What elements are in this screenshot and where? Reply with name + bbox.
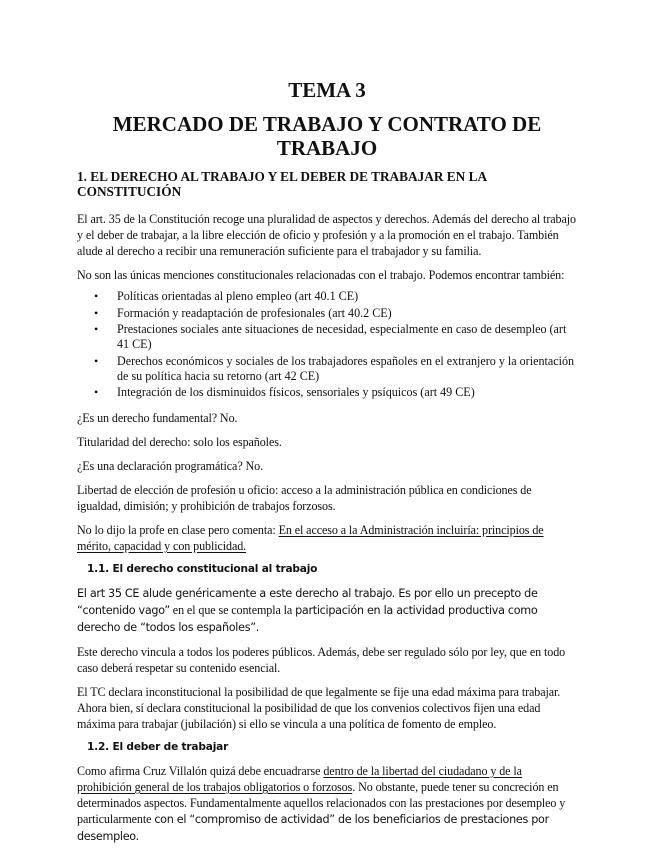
section-1-paragraph-2: No son las únicas menciones constitucionales relacionadas con el trabajo. Podemos encontrar también: bbox=[77, 268, 565, 282]
bullet-icon: • bbox=[94, 353, 99, 368]
emphasis-text: El art 35 CE alude genéricamente a este derecho al trabajo. Es por ello un precepto de “contenido vago” bbox=[77, 587, 538, 617]
list-item-text: Integración de los disminuidos físicos, sensoriales y psíquicos (art 49 CE) bbox=[117, 385, 475, 399]
plain-text: Como afirma Cruz Villalón quizá debe encuadrarse bbox=[77, 764, 324, 778]
section-1-paragraph-4 bbox=[77, 522, 577, 554]
plain-text: en el que se contempla la bbox=[169, 603, 296, 617]
list-item bbox=[94, 353, 577, 384]
list-item-text: Prestaciones sociales ante situaciones de necesidad, especialmente en caso de desempleo (art 41 CE) bbox=[117, 322, 567, 351]
section-1-paragraph-1: El art. 35 de la Constitución recoge una pluralidad de aspectos y derechos. Además del derecho al trabajo y el deber de trabajar, a la libre elección de oficio y profesión y a la promoción en el trabajo. También alude al derecho a recibir una remuneración suficiente para el trabajador y su familia. bbox=[77, 212, 576, 258]
plain-text: . No obstante, puede tener su concreción en determinados aspectos. Fundamentalmente aquellos relacionados con las prestaciones por desempleo y particularmente bbox=[77, 780, 566, 826]
question-programmatic: ¿Es una declaración programática? No. bbox=[77, 459, 264, 473]
section-1-1-paragraph-2: Este derecho vincula a todos los poderes públicos. Además, debe ser regulado sólo por ley, que en todo caso deberá respetar su contenido esencial. bbox=[77, 645, 566, 675]
document-title: TEMA 3 bbox=[288, 78, 366, 102]
comment-text: No lo dijo la profe en clase pero comenta: bbox=[77, 523, 279, 537]
bullet-icon: • bbox=[94, 289, 99, 303]
section-1-2-paragraph-1 bbox=[77, 763, 577, 845]
underlined-text: dentro de la libertad del ciudadano y de la prohibición general de los trabajos obligatorios o forzosos bbox=[77, 764, 522, 794]
list-item-text: Derechos económicos y sociales de los trabajadores españoles en el extranjero y la orientación de su política hacia su retorno (art 42 CE) bbox=[117, 353, 575, 383]
document-subtitle: MERCADO DE TRABAJO Y CONTRATO DE TRABAJO bbox=[112, 112, 542, 160]
list-item-text: Formación y readaptación de profesionales (art 40.2 CE) bbox=[117, 305, 392, 320]
list-item bbox=[94, 305, 577, 321]
list-item bbox=[94, 385, 577, 400]
bullet-icon: • bbox=[94, 322, 99, 336]
section-1-paragraph-3: Libertad de elección de profesión u oficio: acceso a la administración pública en condiciones de igualdad, dimisión; y prohibición de trabajos forzosos. bbox=[77, 483, 532, 513]
section-1-1-heading: 1.1. El derecho constitucional al trabajo bbox=[87, 563, 318, 575]
section-1-2-heading: 1.2. El deber de trabajar bbox=[87, 741, 229, 753]
emphasis-text: con el “compromiso de actividad” de los beneficiarios de prestaciones por desempleo. bbox=[77, 813, 549, 843]
section-1-1-paragraph-1 bbox=[77, 585, 577, 636]
question-fundamental-right: ¿Es un derecho fundamental? No. bbox=[77, 411, 238, 425]
list-item bbox=[94, 322, 577, 352]
emphasis-text: participación en la actividad productiva como derecho de “todos los españoles”. bbox=[77, 604, 538, 634]
section-1-heading-line-2: CONSTITUCIÓN bbox=[77, 184, 182, 199]
bullet-icon: • bbox=[94, 385, 99, 399]
list-item bbox=[94, 289, 577, 304]
section-1-heading-line-1: 1. EL DERECHO AL TRABAJO Y EL DEBER DE TRABAJAR EN LA bbox=[77, 169, 488, 184]
section-1-1-paragraph-3: El TC declara inconstitucional la posibilidad de que legalmente se fije una edad máxima para trabajar. Ahora bien, sí declara constitucional la posibilidad de que los convenios colectivos fijen una edad máxima para trabajar (jubilación) si ello se vincula a una política de fomento de empleo. bbox=[77, 685, 561, 731]
bullet-icon: • bbox=[94, 305, 99, 320]
underlined-comment: En el acceso a la Administración incluiría: principios de mérito, capacidad y con publicidad. bbox=[77, 523, 544, 553]
right-ownership: Titularidad del derecho: solo los españoles. bbox=[77, 435, 282, 449]
list-item-text: Políticas orientadas al pleno empleo (art 40.1 CE) bbox=[117, 289, 359, 303]
constitutional-mentions-list bbox=[77, 289, 577, 400]
section-1-heading bbox=[77, 169, 577, 199]
